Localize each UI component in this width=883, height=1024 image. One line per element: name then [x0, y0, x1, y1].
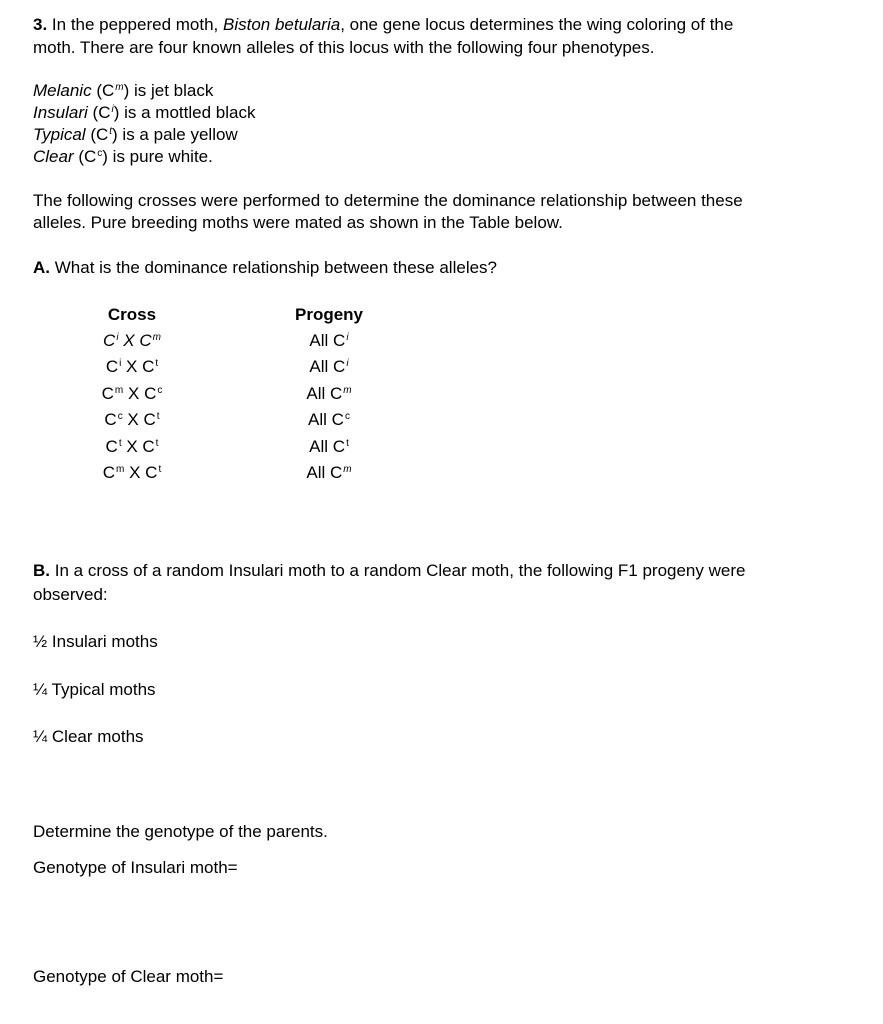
cross-parent-2-sup: t	[158, 464, 162, 475]
table-row-cross	[62, 437, 202, 460]
cross-parent-2-sup: t	[155, 358, 159, 369]
part-b-line-2: observed:	[33, 585, 108, 604]
cross-parent-2-sup: m	[152, 332, 161, 343]
cross-x: X	[123, 384, 145, 403]
question-line-1	[33, 15, 733, 35]
cross-parent-1-sup: t	[118, 438, 122, 449]
table-row-progeny	[259, 357, 399, 380]
cross-parent-2: C	[142, 357, 155, 376]
allele-symbol: (C	[87, 103, 111, 122]
cross-parent-2: C	[143, 410, 156, 429]
progeny-text: All C	[309, 331, 346, 350]
table-row-cross	[62, 384, 202, 407]
table-row-progeny	[259, 410, 399, 433]
table-row-cross	[62, 331, 202, 354]
progeny-sup: i	[346, 358, 349, 369]
part-b-label: B.	[33, 561, 50, 580]
cross-parent-2-sup: t	[156, 411, 160, 422]
allele-description: ) is pure white.	[102, 147, 213, 166]
cross-parent-1-sup: m	[116, 464, 125, 475]
progeny-text: All C	[308, 410, 344, 429]
crosses-intro-line-1: The following crosses were performed to determine the dominance relationship between these	[33, 191, 743, 210]
part-a-question	[33, 258, 497, 278]
cross-parent-2-sup: c	[157, 385, 163, 396]
allele-name: Melanic	[33, 81, 92, 100]
table-header-progeny: Progeny	[294, 305, 364, 324]
progeny-sup: m	[343, 464, 352, 475]
progeny-sup: m	[343, 385, 352, 396]
part-a-text: What is the dominance relationship between these alleles?	[54, 258, 497, 277]
progeny-text: All C	[309, 437, 346, 456]
cross-x: X	[122, 410, 144, 429]
allele-description: ) is a mottled black	[113, 103, 256, 122]
allele-superscript: c	[97, 148, 103, 159]
progeny-sup: c	[344, 411, 350, 422]
allele-description: ) is a pale yellow	[112, 125, 238, 144]
allele-typical	[33, 125, 238, 148]
question-intro-text: In the peppered moth,	[51, 15, 219, 34]
table-row-cross	[62, 410, 202, 433]
table-row-progeny	[259, 384, 399, 407]
clear-genotype-prompt: Genotype of Clear moth=	[33, 967, 224, 986]
table-header-cross: Cross	[107, 305, 157, 324]
cross-parent-1-sup: i	[116, 332, 119, 343]
progeny-insulari: ½ Insulari moths	[33, 632, 158, 651]
species-name: Biston betularia	[223, 15, 341, 34]
allele-symbol: (C	[73, 147, 97, 166]
allele-superscript: m	[115, 82, 124, 93]
table-row-progeny	[259, 437, 399, 460]
question-number: 3.	[33, 15, 48, 34]
progeny-clear: ¼ Clear moths	[33, 727, 144, 746]
cross-x: X	[118, 331, 140, 350]
cross-parent-2: C	[145, 463, 158, 482]
table-row-cross	[62, 357, 202, 380]
allele-symbol: (C	[85, 125, 109, 144]
cross-x: X	[121, 437, 143, 456]
allele-name: Insulari	[33, 103, 88, 122]
cross-parent-2: C	[142, 437, 155, 456]
progeny-text: All C	[309, 357, 346, 376]
allele-clear	[33, 147, 213, 170]
part-b-line-1	[33, 561, 745, 581]
progeny-sup: i	[346, 332, 349, 343]
progeny-text: All C	[306, 384, 343, 403]
crosses-intro-line-2: alleles. Pure breeding moths were mated as shown in the Table below.	[33, 213, 563, 232]
progeny-sup: t	[346, 438, 349, 449]
cross-parent-2: C	[144, 384, 157, 403]
part-b-text: In a cross of a random Insulari moth to a random Clear moth, the following F1 progeny were	[54, 561, 746, 580]
cross-parent-1-sup: c	[117, 411, 123, 422]
progeny-typical: ¼ Typical moths	[33, 680, 156, 699]
allele-name: Typical	[33, 125, 86, 144]
cross-x: X	[121, 357, 143, 376]
question-intro-rest: , one gene locus determines the wing coloring of the	[340, 15, 734, 34]
cross-parent-1: C	[105, 357, 119, 376]
allele-insulari	[33, 103, 255, 126]
allele-symbol: (C	[91, 81, 115, 100]
allele-superscript: i	[111, 104, 114, 115]
cross-parent-1-sup: m	[114, 385, 124, 396]
progeny-text: All C	[306, 463, 343, 482]
allele-superscript: t	[109, 126, 113, 137]
part-a-label: A.	[33, 258, 50, 277]
cross-parent-2: C	[139, 331, 152, 350]
table-row-cross	[62, 463, 202, 486]
allele-melanic	[33, 81, 213, 104]
cross-parent-1-sup: i	[119, 358, 122, 369]
table-row-progeny	[259, 463, 399, 486]
question-line-2: moth. There are four known alleles of this locus with the following four phenotypes.	[33, 38, 655, 57]
insulari-genotype-prompt: Genotype of Insulari moth=	[33, 858, 238, 877]
cross-parent-1: C	[103, 331, 116, 350]
determine-genotype-text: Determine the genotype of the parents.	[33, 822, 328, 841]
cross-parent-1: C	[104, 410, 117, 429]
cross-x: X	[124, 463, 146, 482]
cross-parent-2-sup: t	[155, 438, 159, 449]
allele-name: Clear	[33, 147, 74, 166]
cross-parent-1: C	[102, 463, 116, 482]
allele-description: ) is jet black	[123, 81, 214, 100]
cross-parent-1: C	[101, 384, 114, 403]
cross-parent-1: C	[105, 437, 118, 456]
table-row-progeny	[259, 331, 399, 354]
